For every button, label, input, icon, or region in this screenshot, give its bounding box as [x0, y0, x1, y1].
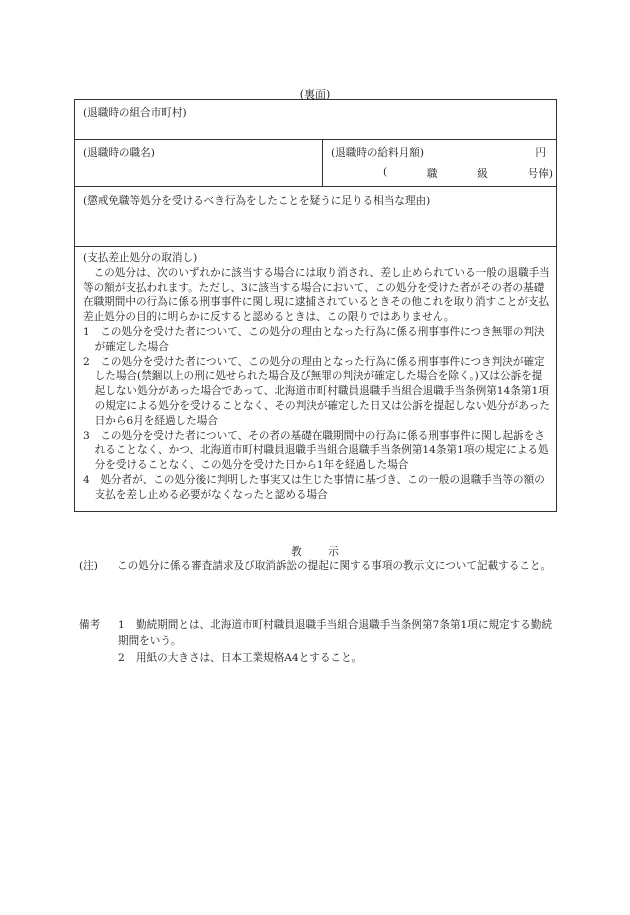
instruction-heading: 教示	[291, 546, 366, 558]
revocation-item-3: 3 この処分を受けた者について、その者の基礎在職期間中の行為に係る刑事事件に関し起訴をされることなく、かつ、北海道市町村職員退職手当組合退職手当条例第14条第1項の規定による処分を受けることなく、この処分を受けた日から1年を経過した場合	[83, 429, 549, 472]
instruction-note	[79, 559, 559, 575]
position-field[interactable]	[75, 140, 323, 186]
position-salary-row	[75, 140, 556, 187]
note-text	[79, 559, 559, 575]
revocation-item-4: 4 処分者が、この処分後に判明した事実又は生じた事情に基づき、この一般の退職手当等の額の支払を差し止める必要がなくなったと認める場合	[83, 473, 545, 501]
note-label: (注)	[79, 560, 98, 572]
salary-field[interactable]	[323, 140, 556, 186]
revocation-item-2: 2 この処分を受けた者について、この処分の理由となった行為に係る刑事事件につき判決が確定した場合(禁錮以上の刑に処せられた場合及び無罪の判決が確定した場合を除く。)又は公訴を提起しない処分があった場合であって、北海道市町村職員退職手当組合退職手当条例第14条第1項の規定による処分を受けることなく、その判決が確定した日又は公訴を提起しない処分があった日から6月を経過した場合	[83, 355, 550, 427]
revocation-section	[75, 247, 556, 511]
municipality-label: (退職時の組合市町村)	[83, 107, 187, 119]
municipality-field[interactable]	[75, 100, 556, 140]
note-text-content: この処分に係る審査請求及び取消訴訟の提起に関する事項の教示文について記載すること。	[117, 560, 552, 572]
yen-unit: 円	[535, 147, 546, 159]
remarks	[79, 617, 559, 666]
revocation-item-1: 1 この処分を受けた者について、この処分の理由となった行為に係る刑事事件につき無罪の判決が確定した場合	[83, 325, 545, 353]
revocation-intro: この処分は、次のいずれかに該当する場合には取り消され、差し止められている一般の退職手当等の額が支払われます。ただし、3に該当する場合において、この処分を受けた者がその者の基礎在職期間中の行為に係る刑事事件に関し現に逮捕されているときその他これを取り消すことが支払差止処分の目的に明らかに反すると認めるときは、この限りではありません。	[83, 266, 550, 324]
reason-label: (懲戒免職等処分を受けるべき行為をしたことを疑うに足りる相当な理由)	[83, 195, 431, 207]
grade-line	[383, 166, 553, 181]
reason-field[interactable]	[75, 187, 556, 247]
remarks-label: 備考	[79, 619, 101, 631]
revocation-title: (支払差止処分の取消し)	[83, 252, 198, 264]
remark-num-1: 1	[118, 619, 125, 631]
grade-gou: 号俸)	[527, 168, 553, 180]
remark-num-2: 2	[118, 651, 125, 664]
grade-kyu: 級	[477, 168, 488, 180]
remark-item-2	[79, 650, 559, 666]
page-title: (裏面)	[299, 88, 331, 101]
salary-label: (退職時の給料月額)	[331, 147, 425, 159]
remark-text-1: 勤続期間とは、北海道市町村職員退職手当組合退職手当条例第7条第1項に規定する勤続期間をいう。	[118, 619, 553, 648]
position-label: (退職時の職名)	[83, 147, 155, 159]
grade-open: (	[383, 166, 388, 178]
remark-text-2: 用紙の大きさは、日本工業規格A4とすること。	[136, 651, 363, 664]
remark-item-1	[79, 617, 559, 650]
grade-shoku: 職	[426, 168, 438, 180]
form-table	[74, 99, 557, 512]
